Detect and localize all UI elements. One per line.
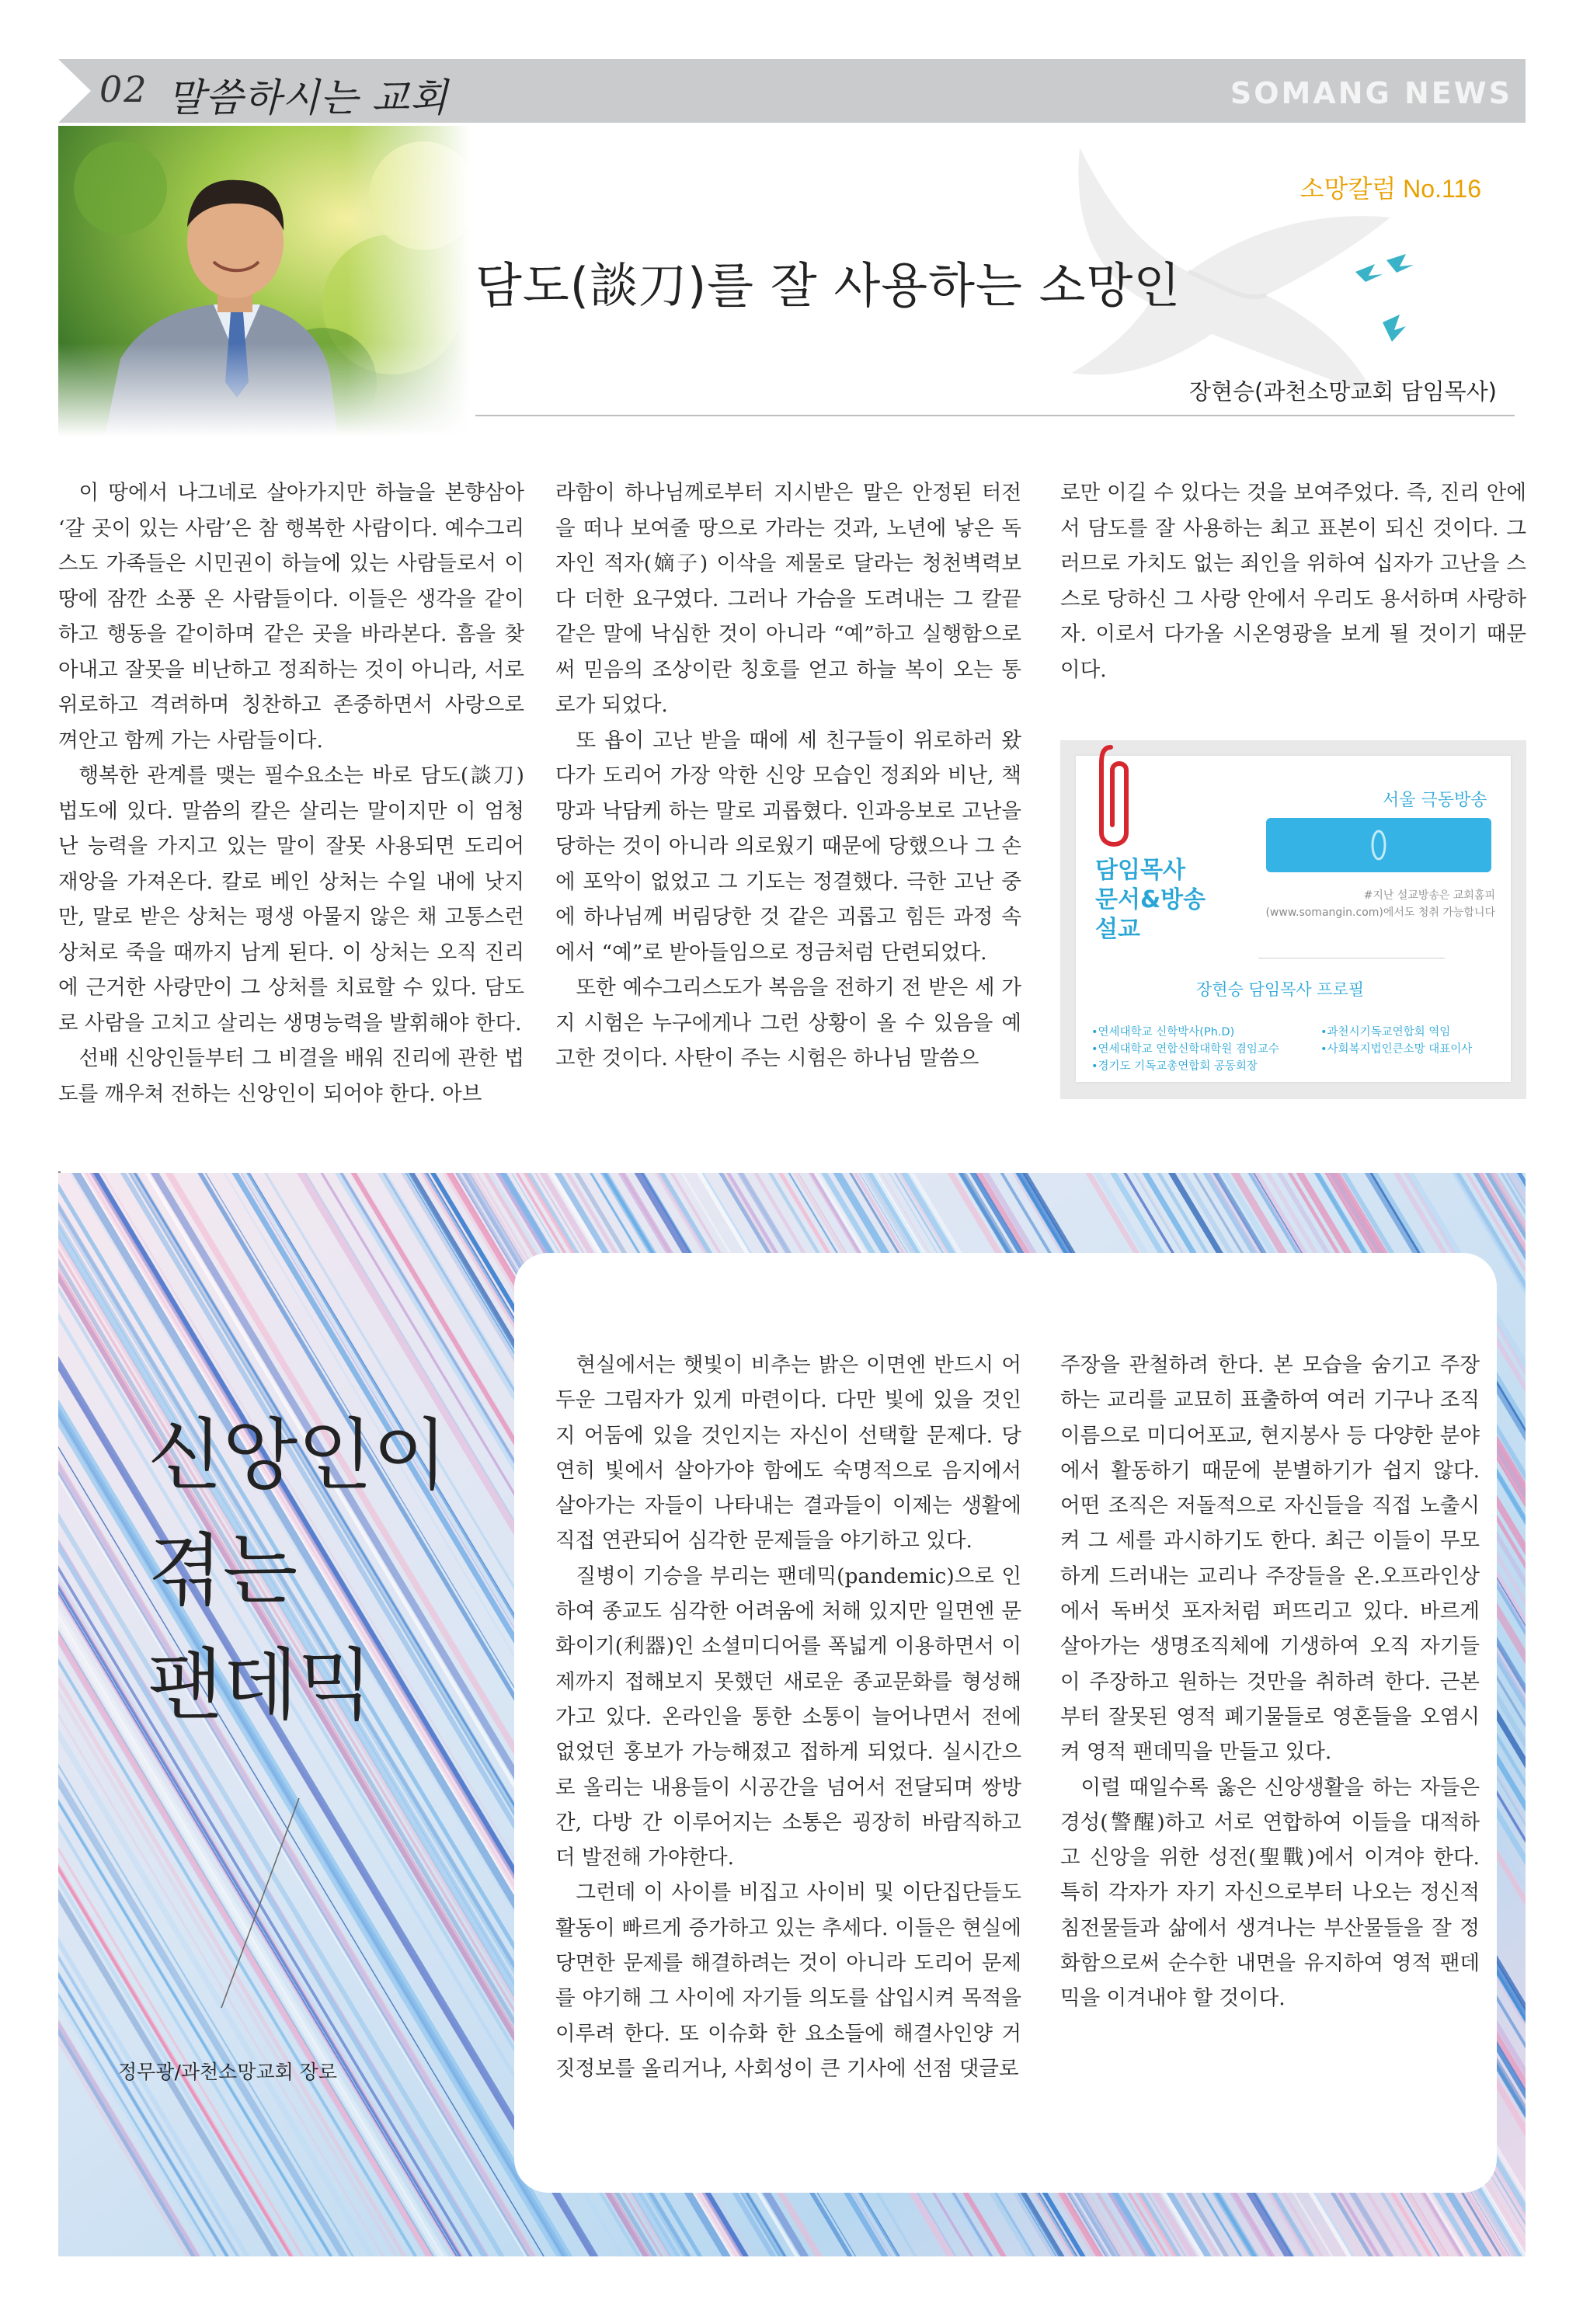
column-text-1 — [58, 475, 524, 1112]
credential-item: •경기도 기독교총연합회 공동회장 — [1091, 1060, 1258, 1073]
credential-item: •과천시기독교연합회 역임 — [1320, 1026, 1451, 1038]
archive-note — [1254, 887, 1495, 921]
column-text-3 — [1060, 475, 1526, 687]
header-notch — [58, 59, 91, 123]
paragraph: 주장을 관철하려 한다. 본 모습을 숨기고 주장하는 교리를 교묘히 표출하여 여러 기구나 조직이름으로 미디어포교, 현지봉사 등 다양한 분야에서 활동하기 때문에 분별하기가 쉽지 않다. 어떤 조직은 저돌적으로 자신들을 직접 노출시켜 그 세를 과시하기도 한다. 최근 이들이 무모하게 드러내는 교리나 주장들을 온.오프라인상에서 독버섯 포자처럼 퍼뜨리고 있다. 바르게 살아가는 생명조직체에 기생하여 오직 자기들이 주장하고 원하는 것만을 취하려 한다. 근본부터 잘못된 영적 폐기물들로 영혼들을 오염시켜 영적 팬데믹을 만들고 있다. — [1060, 1353, 1480, 1765]
article-title-line: 겪는 — [148, 1525, 298, 1616]
archive-note-line: #지난 설교방송은 교회홈피 — [1363, 889, 1495, 902]
paragraph: 이럴 때일수록 옳은 신앙생활을 하는 자들은 경성(警醒)하고 서로 연합하여 이들을 대적하고 신앙을 위한 성전(聖戰)에서 이겨야 한다. 특히 각자가 자기 자신으로부터 나오는 정신적 침전물들과 삶에서 생겨나는 부산물들을 잘 정화함으로써 순수한 내면을 유지하여 영적 팬데믹을 이겨내야 할 것이다. — [1060, 1775, 1480, 2011]
column-number: 소망칼럼 No.116 — [1299, 175, 1481, 203]
paragraph: 행복한 관계를 맺는 필수요소는 바로 담도(談刀)법도에 있다. 말씀의 칼은 살리는 말이지만 이 엄청난 능력을 가지고 있는 말이 잘못 사용되면 도리어 재앙을 가져온다. 칼로 베인 상처는 수일 내에 낫지만, 말로 받은 상처는 평생 아물지 않은 채 고통스런 상처로 죽을 때까지 남게 된다. 이 상처는 오직 진리에 근거한 사랑만이 그 상처를 치료할 수 있다. 담도로 사람을 고치고 살리는 생명능력을 발휘해야 한다. — [58, 764, 524, 1035]
profile-heading — [1095, 856, 1206, 945]
profile-title: 장현승 담임목사 프로필 — [1196, 980, 1365, 999]
paragraph: 그런데 이 사이를 비집고 사이비 및 이단집단들도 활동이 빠르게 증가하고 있는 추세다. 이들은 현실에 당면한 문제를 해결하려는 것이 아니라 도리어 문제를 야기해 그 사이에 자기들 의도를 삽입시켜 목적을 이루려 한다. 또 이슈화 한 요소들에 해결사인양 거짓정보를 올리거나, 사회성이 큰 기사에 선점 댓글로 — [555, 1880, 1021, 2081]
paragraph: 이 땅에서 나그네로 살아가지만 하늘을 본향삼아 ‘갈 곳이 있는 사람’은 참 행복한 사람이다. 예수그리스도 가족들은 시민권이 하늘에 있는 사람들로서 이 땅에 잠깐 소풍 온 사람들이다. 이들은 생각을 같이하고 행동을 같이하며 같은 곳을 바라본다. 흠을 찾아내고 잘못을 비난하고 정죄하는 것이 아니라, 서로 위로하고 격려하며 칭찬하고 존중하면서 사랑으로 껴안고 함께 가는 사람들이다. — [58, 481, 524, 753]
decorative-line — [214, 1794, 307, 2012]
article-byline: 정무광/과천소망교회 장로 — [118, 2061, 338, 2083]
paragraph: 또한 예수그리스도가 복음을 전하기 전 받은 세 가지 시험은 누구에게나 그런 상황이 올 수 있음을 예고한 것이다. 사탄이 주는 시험은 하나님 말씀으 — [555, 976, 1021, 1070]
article-title-line: 팬데믹 — [148, 1640, 373, 1731]
broadcast-label: 서울 극동방송 — [1383, 791, 1487, 810]
credential-item: •연세대학교 신학박사(Ph.D) — [1091, 1026, 1235, 1038]
paragraph: 로만 이길 수 있다는 것을 보여주었다. 즉, 진리 안에서 담도를 잘 사용하는 최고 표본이 되신 것이다. 그러므로 가치도 없는 죄인을 위하여 십자가 고난을 스스로 당하신 그 사랑 안에서 우리도 용서하며 사랑하자. 이로서 다가올 시온영광을 보게 될 것이기 때문이다. — [1060, 481, 1526, 682]
profile-heading-line: 문서&방송 — [1095, 886, 1206, 913]
paperclip-icon — [1095, 739, 1134, 856]
byline-divider — [475, 415, 1515, 416]
birds-illustration — [1352, 252, 1421, 353]
broadcast-video-thumbnail[interactable] — [1266, 818, 1491, 872]
profile-credentials-right — [1320, 1024, 1472, 1058]
pastor-portrait — [58, 126, 470, 437]
paragraph: 라함이 하나님께로부터 지시받은 말은 안정된 터전을 떠나 보여줄 땅으로 가라는 것과, 노년에 낳은 독자인 적자(嫡子) 이삭을 제물로 달라는 청천벽력보다 더한 요구였다. 그러나 가슴을 도려내는 그 칼끝 같은 말에 낙심한 것이 아니라 “예”하고 실행함으로써 믿음의 조상이란 칭호를 얻고 하늘 복이 오는 통로가 되었다. — [555, 481, 1021, 717]
masthead-logo: SOMANG NEWS — [1230, 76, 1512, 110]
paragraph: 또 욥이 고난 받을 때에 세 친구들이 위로하러 왔다가 도리어 가장 악한 신앙 모습인 정죄와 비난, 책망과 낙담케 하는 말로 괴롭혔다. 인과응보로 고난을 당하는 것이 아니라 의로웠기 때문에 당했으나 그 손에 포악이 없었고 그 기도는 정결했다. 극한 고난 중에 하나님께 버림당한 것 같은 괴롭고 힘든 과정 속에서 “예”로 받아들임으로 정금처럼 단련되었다. — [555, 728, 1021, 965]
column-byline: 장현승(과천소망교회 담임목사) — [1188, 378, 1497, 405]
column-text-2 — [555, 475, 1021, 1077]
page-number: 02 — [99, 68, 148, 110]
column-headline: 담도(談刀)를 잘 사용하는 소망인 — [475, 257, 1181, 314]
article-text-2 — [1060, 1348, 1480, 2016]
profile-heading-line: 설교 — [1095, 916, 1140, 943]
profile-credentials-left — [1091, 1024, 1279, 1075]
article-title — [148, 1398, 447, 1743]
paragraph: 선배 신앙인들부터 그 비결을 배워 진리에 관한 법도를 깨우쳐 전하는 신앙인이 되어야 한다. 아브 — [58, 1046, 524, 1106]
profile-heading-line: 담임목사 — [1095, 857, 1185, 884]
paragraph: 질병이 기승을 부리는 팬데믹(pandemic)으로 인하여 종교도 심각한 어려움에 처해 있지만 일면엔 문화이기(利器)인 소셜미디어를 폭넓게 이용하면서 이제까지 접해보지 못했던 새로운 종교문화를 형성해 가고 있다. 온라인을 통한 소통이 늘어나면서 전에 없었던 홍보가 가능해졌고 접하게 되었다. 실시간으로 올리는 내용들이 시공간을 넘어서 전달되며 쌍방간, 다방 간 이루어지는 소통은 굉장히 바람직하고 더 발전해 가야한다. — [555, 1564, 1021, 1870]
credential-item: •연세대학교 연합신학대학원 겸임교수 — [1091, 1043, 1279, 1056]
play-icon — [1266, 818, 1491, 872]
article-text-1 — [555, 1348, 1021, 2086]
article-title-line: 신앙인이 — [148, 1410, 448, 1501]
credential-item: •사회복지법인큰소망 대표이사 — [1320, 1043, 1473, 1056]
section-title: 말씀하시는 교회 — [167, 75, 448, 120]
archive-note-line: (www.somangin.com)에서도 청취 가능합니다 — [1265, 906, 1495, 919]
paragraph: 현실에서는 햇빛이 비추는 밝은 이면엔 반드시 어두운 그림자가 있게 마련이다. 다만 빛에 있을 것인지 어둠에 있을 것인지는 자신이 선택할 문제다. 당연히 빛에서 살아가야 함에도 숙명적으로 음지에서 살아가는 자들이 나타내는 결과들이 이제는 생활에 직접 연관되어 심각한 문제들을 야기하고 있다. — [555, 1353, 1021, 1553]
